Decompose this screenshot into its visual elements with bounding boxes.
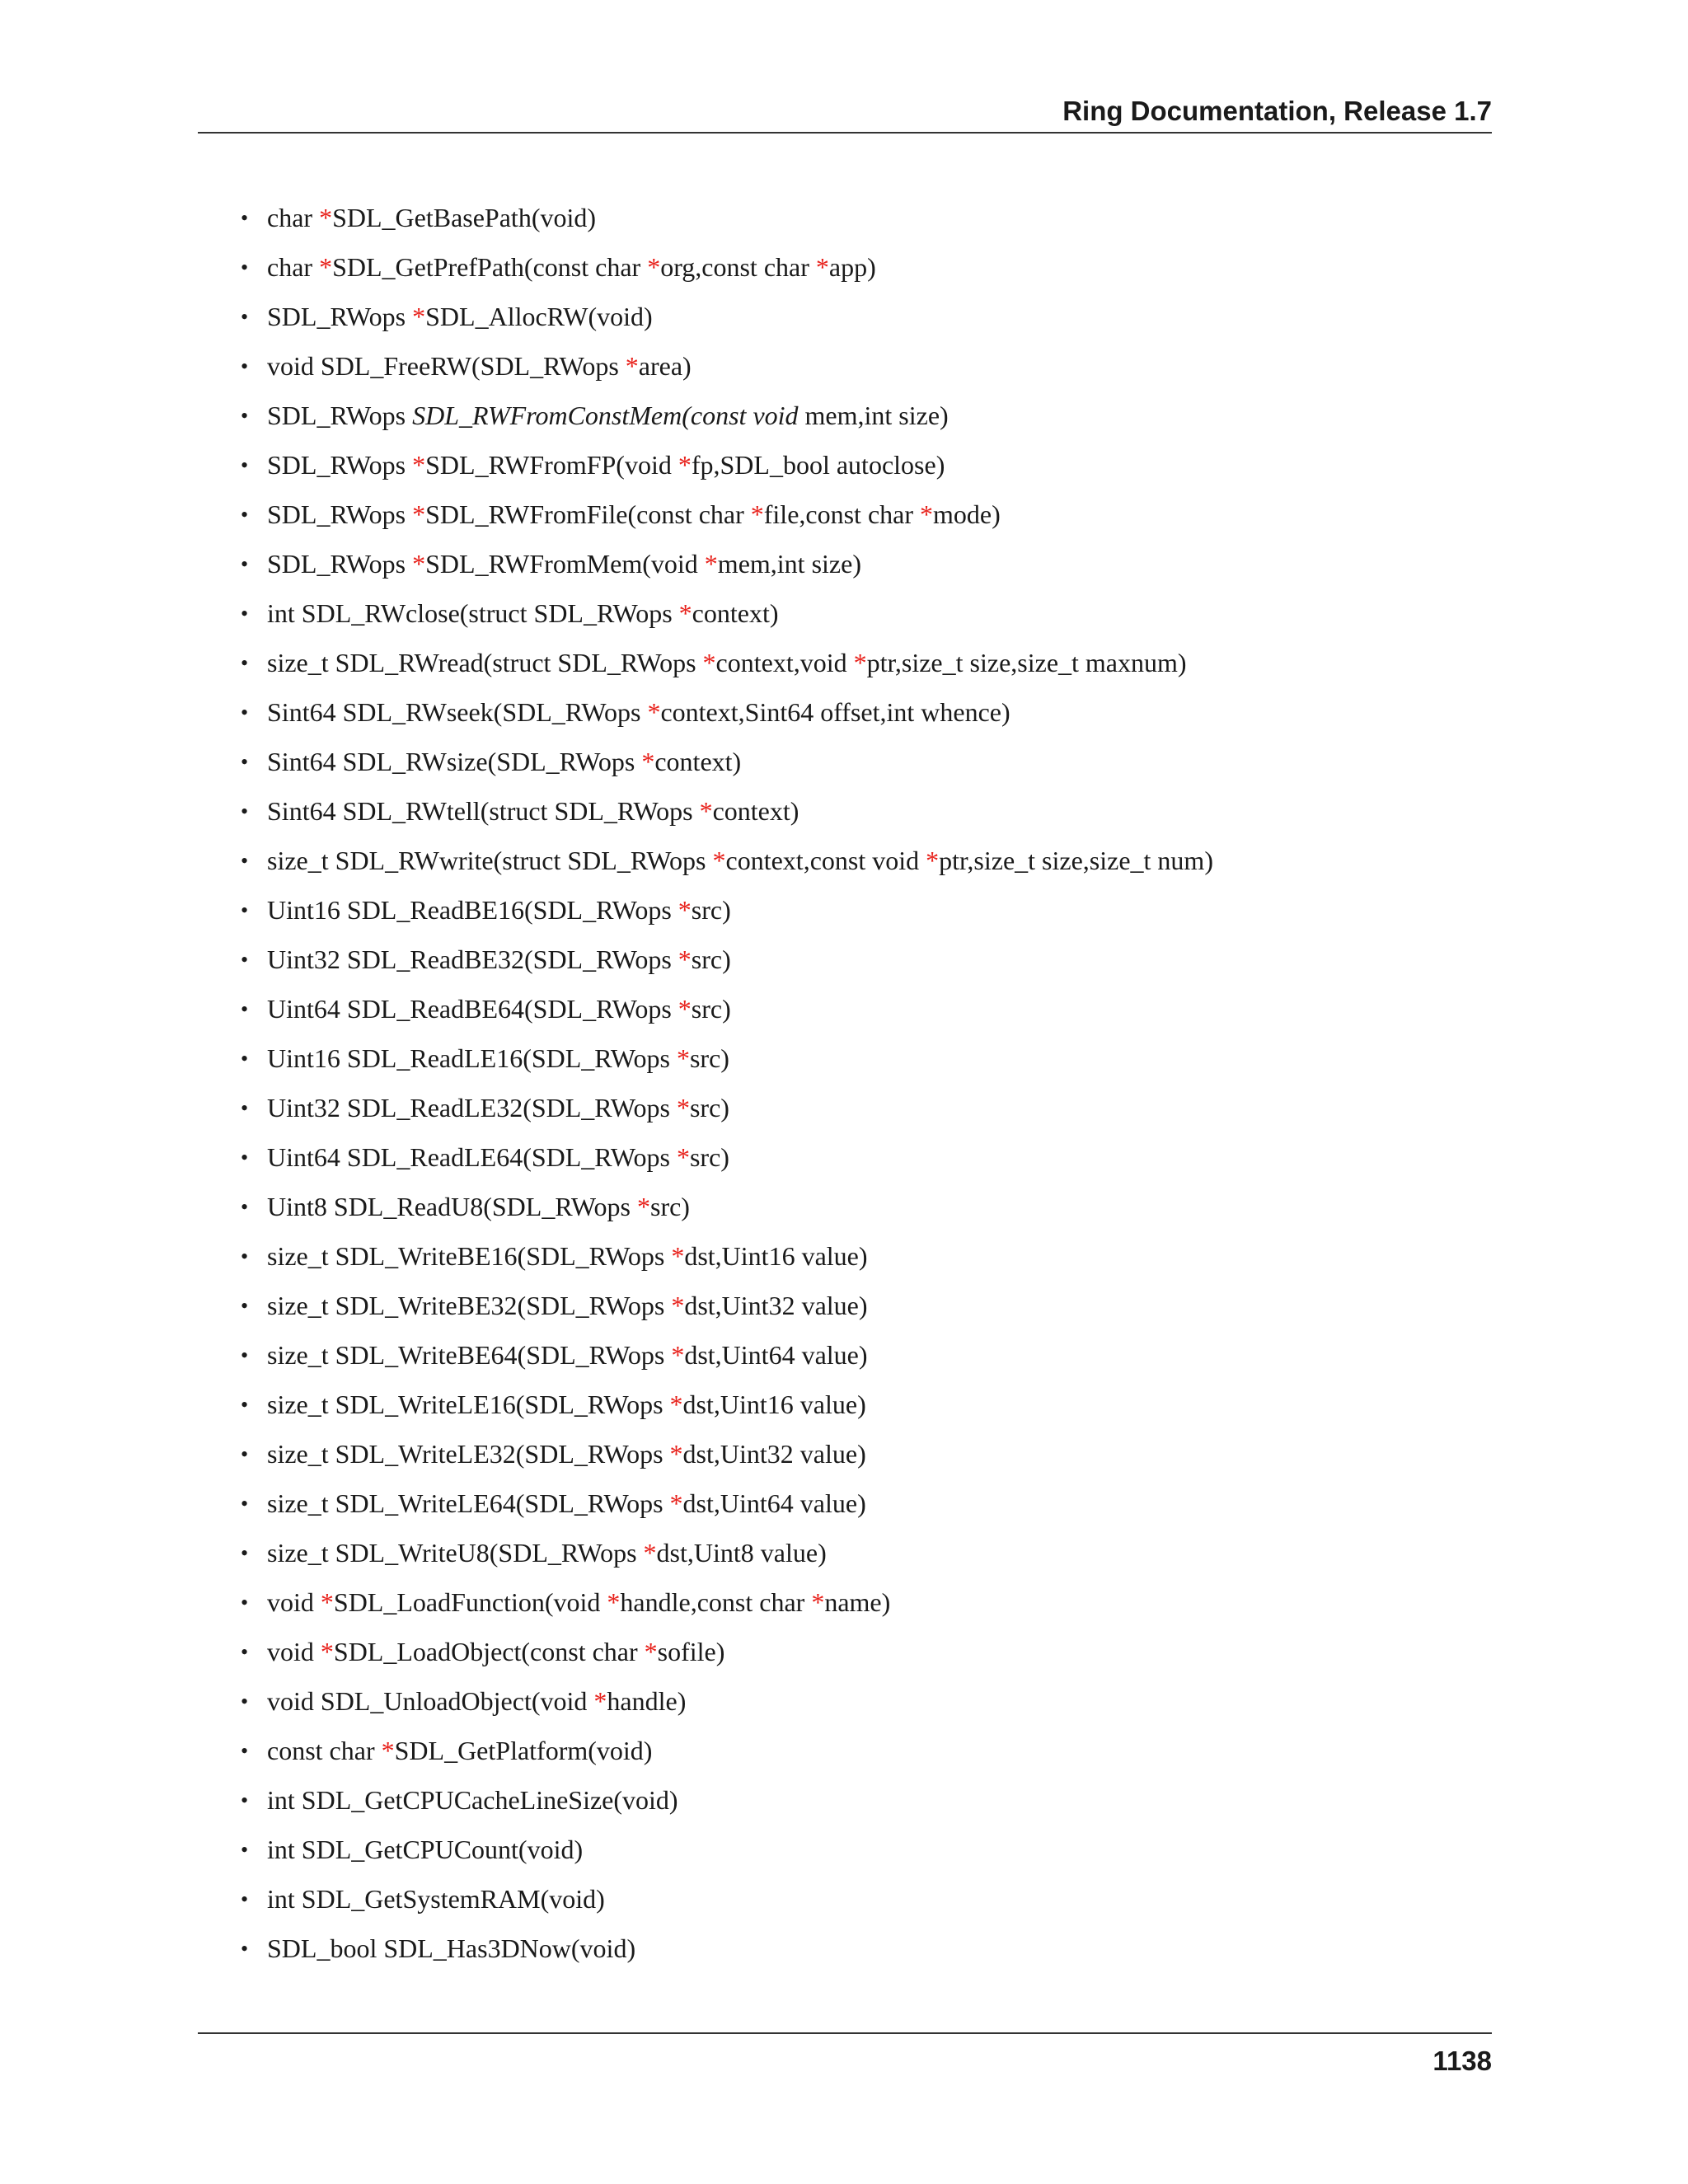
- function-list-item: [239, 1135, 1492, 1184]
- signature-text: int SDL_GetCPUCount(void): [267, 1835, 584, 1864]
- pointer-asterisk: *: [671, 1241, 685, 1271]
- signature-text: Sint64 SDL_RWseek(SDL_RWops: [267, 697, 648, 727]
- signature-text: SDL_RWops: [267, 450, 413, 480]
- signature-text: SDL_GetBasePath(void): [332, 203, 597, 232]
- bullet-icon: •: [241, 1591, 249, 1615]
- pointer-asterisk: *: [920, 499, 933, 529]
- signature-text: size_t SDL_RWwrite(struct SDL_RWops: [267, 846, 713, 875]
- function-list-item: [239, 443, 1492, 492]
- pointer-asterisk: *: [644, 1637, 658, 1666]
- signature-text: SDL_GetPrefPath(const char: [332, 252, 648, 282]
- signature-text: Uint32 SDL_ReadBE32(SDL_RWops: [267, 944, 678, 974]
- pointer-asterisk: *: [926, 846, 940, 875]
- pointer-asterisk: *: [381, 1736, 395, 1765]
- pointer-asterisk: *: [593, 1686, 607, 1716]
- signature-text: context,const void: [725, 846, 926, 875]
- signature-text: SDL_LoadObject(const char: [333, 1637, 645, 1666]
- function-list-item: [239, 1432, 1492, 1481]
- pointer-asterisk: *: [412, 302, 426, 331]
- bullet-icon: •: [241, 1690, 249, 1713]
- signature-text: src): [689, 1093, 729, 1122]
- function-list: [239, 195, 1492, 1975]
- signature-text: SDL_bool SDL_Has3DNow(void): [267, 1933, 636, 1963]
- signature-text: ptr,size_t size,size_t num): [939, 846, 1213, 875]
- page-number: 1138: [1432, 2046, 1492, 2076]
- signature-text: name): [824, 1587, 891, 1617]
- pointer-asterisk: *: [319, 203, 333, 232]
- function-list-item: [239, 1036, 1492, 1085]
- signature-text: void SDL_UnloadObject(void: [267, 1686, 594, 1716]
- signature-text: dst,Uint64 value): [682, 1488, 866, 1518]
- signature-text: SDL_LoadFunction(void: [333, 1587, 607, 1617]
- pointer-asterisk: *: [647, 252, 661, 282]
- pointer-asterisk: *: [643, 1538, 657, 1568]
- pointer-asterisk: *: [669, 1488, 683, 1518]
- function-list-item: [239, 1481, 1492, 1530]
- italic-signature-text: SDL_RWFromConstMem(const void: [412, 401, 799, 430]
- function-list-item: [239, 937, 1492, 987]
- signature-text: dst,Uint8 value): [656, 1538, 827, 1568]
- signature-text: mem,int size): [798, 401, 949, 430]
- signature-text: size_t SDL_RWread(struct SDL_RWops: [267, 648, 703, 677]
- signature-text: org,const char: [660, 252, 816, 282]
- signature-text: handle): [607, 1686, 687, 1716]
- function-list-item: [239, 838, 1492, 888]
- function-list-item: [239, 1827, 1492, 1877]
- function-list-item: [239, 294, 1492, 344]
- bullet-icon: •: [241, 799, 249, 823]
- bullet-icon: •: [241, 206, 249, 230]
- pointer-asterisk: *: [320, 1587, 334, 1617]
- signature-text: Uint16 SDL_ReadBE16(SDL_RWops: [267, 895, 678, 925]
- signature-text: handle,const char: [620, 1587, 812, 1617]
- pointer-asterisk: *: [412, 450, 426, 480]
- function-list-item: [239, 1877, 1492, 1926]
- pointer-asterisk: *: [811, 1587, 825, 1617]
- bullet-icon: •: [241, 305, 249, 329]
- signature-text: context): [654, 747, 742, 776]
- signature-text: src): [689, 1043, 729, 1073]
- function-list-item: [239, 1382, 1492, 1432]
- pointer-asterisk: *: [750, 499, 764, 529]
- pointer-asterisk: *: [625, 351, 639, 381]
- function-list-item: [239, 195, 1492, 245]
- signature-text: ptr,size_t size,size_t maxnum): [866, 648, 1187, 677]
- pointer-asterisk: *: [712, 846, 726, 875]
- function-list-item: [239, 1234, 1492, 1283]
- signature-text: Sint64 SDL_RWsize(SDL_RWops: [267, 747, 642, 776]
- bullet-icon: •: [241, 602, 249, 626]
- function-list-item: [239, 591, 1492, 640]
- bullet-icon: •: [241, 651, 249, 675]
- signature-text: const char: [267, 1736, 382, 1765]
- bullet-icon: •: [241, 453, 249, 477]
- bullet-icon: •: [241, 1640, 249, 1664]
- bullet-icon: •: [241, 503, 249, 527]
- bullet-icon: •: [241, 1937, 249, 1961]
- pointer-asterisk: *: [647, 697, 661, 727]
- signature-text: area): [638, 351, 692, 381]
- signature-text: src): [691, 895, 731, 925]
- pointer-asterisk: *: [412, 499, 426, 529]
- function-list-item: [239, 1184, 1492, 1234]
- function-list-item: [239, 344, 1492, 393]
- pointer-asterisk: *: [676, 1142, 690, 1172]
- function-list-item: [239, 492, 1492, 541]
- signature-text: dst,Uint32 value): [684, 1291, 868, 1320]
- function-list-item: [239, 541, 1492, 591]
- pointer-asterisk: *: [702, 648, 716, 677]
- function-list-item: [239, 1926, 1492, 1975]
- bullet-icon: •: [241, 1393, 249, 1417]
- bullet-icon: •: [241, 404, 249, 428]
- pointer-asterisk: *: [319, 252, 333, 282]
- function-list-item: [239, 1679, 1492, 1728]
- signature-text: size_t SDL_WriteBE64(SDL_RWops: [267, 1340, 672, 1370]
- function-list-item: [239, 1530, 1492, 1580]
- page-header: [198, 92, 1492, 134]
- bullet-icon: •: [241, 1047, 249, 1071]
- bullet-icon: •: [241, 1541, 249, 1565]
- bullet-icon: •: [241, 552, 249, 576]
- function-list-item: [239, 1629, 1492, 1679]
- pointer-asterisk: *: [815, 252, 829, 282]
- signature-text: fp,SDL_bool autoclose): [691, 450, 945, 480]
- signature-text: mode): [933, 499, 1001, 529]
- signature-text: dst,Uint64 value): [684, 1340, 868, 1370]
- bullet-icon: •: [241, 1838, 249, 1862]
- bullet-icon: •: [241, 701, 249, 724]
- signature-text: SDL_RWops: [267, 549, 413, 579]
- signature-text: int SDL_RWclose(struct SDL_RWops: [267, 598, 679, 628]
- signature-text: SDL_RWops: [267, 401, 413, 430]
- signature-text: size_t SDL_WriteBE16(SDL_RWops: [267, 1241, 672, 1271]
- pointer-asterisk: *: [320, 1637, 334, 1666]
- signature-text: SDL_RWFromMem(void: [425, 549, 705, 579]
- bullet-icon: •: [241, 1343, 249, 1367]
- pointer-asterisk: *: [669, 1439, 683, 1469]
- signature-text: src): [689, 1142, 729, 1172]
- function-list-item: [239, 640, 1492, 690]
- signature-text: size_t SDL_WriteLE16(SDL_RWops: [267, 1390, 670, 1419]
- bullet-icon: •: [241, 1146, 249, 1169]
- pointer-asterisk: *: [699, 796, 713, 826]
- bullet-icon: •: [241, 898, 249, 922]
- signature-text: SDL_AllocRW(void): [425, 302, 653, 331]
- pointer-asterisk: *: [678, 895, 692, 925]
- bullet-icon: •: [241, 997, 249, 1021]
- header-title: Ring Documentation, Release 1.7: [1062, 96, 1492, 126]
- pointer-asterisk: *: [671, 1340, 685, 1370]
- function-list-item: [239, 1728, 1492, 1778]
- signature-text: Sint64 SDL_RWtell(struct SDL_RWops: [267, 796, 700, 826]
- bullet-icon: •: [241, 750, 249, 774]
- signature-text: file,const char: [763, 499, 920, 529]
- function-list-item: [239, 1085, 1492, 1135]
- signature-text: Uint64 SDL_ReadLE64(SDL_RWops: [267, 1142, 677, 1172]
- bullet-icon: •: [241, 948, 249, 972]
- signature-text: SDL_RWFromFile(const char: [425, 499, 751, 529]
- signature-text: context,void: [715, 648, 854, 677]
- signature-text: int SDL_GetSystemRAM(void): [267, 1884, 605, 1914]
- function-list-item: [239, 888, 1492, 937]
- signature-text: size_t SDL_WriteBE32(SDL_RWops: [267, 1291, 672, 1320]
- signature-text: dst,Uint16 value): [682, 1390, 866, 1419]
- function-list-item: [239, 1580, 1492, 1629]
- function-list-item: [239, 1778, 1492, 1827]
- pointer-asterisk: *: [678, 598, 692, 628]
- pointer-asterisk: *: [641, 747, 655, 776]
- function-list-item: [239, 739, 1492, 789]
- signature-text: context): [712, 796, 799, 826]
- pointer-asterisk: *: [607, 1587, 621, 1617]
- bullet-icon: •: [241, 1739, 249, 1763]
- pointer-asterisk: *: [853, 648, 867, 677]
- signature-text: Uint8 SDL_ReadU8(SDL_RWops: [267, 1192, 637, 1221]
- pointer-asterisk: *: [412, 549, 426, 579]
- function-list-item: [239, 1283, 1492, 1333]
- bullet-icon: •: [241, 1244, 249, 1268]
- signature-text: void SDL_FreeRW(SDL_RWops: [267, 351, 626, 381]
- signature-text: void: [267, 1637, 321, 1666]
- signature-text: Uint64 SDL_ReadBE64(SDL_RWops: [267, 994, 678, 1024]
- signature-text: Uint16 SDL_ReadLE16(SDL_RWops: [267, 1043, 677, 1073]
- signature-text: app): [828, 252, 876, 282]
- function-list-item: [239, 1333, 1492, 1382]
- pointer-asterisk: *: [671, 1291, 685, 1320]
- signature-text: context): [692, 598, 779, 628]
- function-list-item: [239, 987, 1492, 1036]
- signature-text: dst,Uint32 value): [682, 1439, 866, 1469]
- signature-text: dst,Uint16 value): [684, 1241, 868, 1271]
- function-list-item: [239, 245, 1492, 294]
- signature-text: void: [267, 1587, 321, 1617]
- page-footer: [198, 2032, 1492, 2076]
- signature-text: src): [691, 994, 731, 1024]
- signature-text: src): [691, 944, 731, 974]
- pointer-asterisk: *: [678, 450, 692, 480]
- bullet-icon: •: [241, 1096, 249, 1120]
- signature-text: size_t SDL_WriteLE64(SDL_RWops: [267, 1488, 670, 1518]
- bullet-icon: •: [241, 1887, 249, 1911]
- bullet-icon: •: [241, 1788, 249, 1812]
- signature-text: mem,int size): [717, 549, 861, 579]
- bullet-icon: •: [241, 1294, 249, 1318]
- signature-text: SDL_RWops: [267, 499, 413, 529]
- signature-text: SDL_RWFromFP(void: [425, 450, 678, 480]
- signature-text: size_t SDL_WriteU8(SDL_RWops: [267, 1538, 644, 1568]
- function-list-item: [239, 690, 1492, 739]
- pointer-asterisk: *: [636, 1192, 650, 1221]
- function-list-item: [239, 393, 1492, 443]
- pointer-asterisk: *: [704, 549, 718, 579]
- signature-text: src): [649, 1192, 690, 1221]
- bullet-icon: •: [241, 1195, 249, 1219]
- signature-text: sofile): [657, 1637, 725, 1666]
- signature-text: int SDL_GetCPUCacheLineSize(void): [267, 1785, 678, 1815]
- bullet-icon: •: [241, 849, 249, 873]
- pointer-asterisk: *: [678, 944, 692, 974]
- signature-text: SDL_RWops: [267, 302, 413, 331]
- bullet-icon: •: [241, 255, 249, 279]
- pointer-asterisk: *: [669, 1390, 683, 1419]
- signature-text: char: [267, 203, 320, 232]
- signature-text: SDL_GetPlatform(void): [394, 1736, 653, 1765]
- signature-text: size_t SDL_WriteLE32(SDL_RWops: [267, 1439, 670, 1469]
- pointer-asterisk: *: [678, 994, 692, 1024]
- signature-text: char: [267, 252, 320, 282]
- pointer-asterisk: *: [676, 1043, 690, 1073]
- signature-text: Uint32 SDL_ReadLE32(SDL_RWops: [267, 1093, 677, 1122]
- bullet-icon: •: [241, 354, 249, 378]
- pointer-asterisk: *: [676, 1093, 690, 1122]
- function-list-item: [239, 789, 1492, 838]
- bullet-icon: •: [241, 1492, 249, 1516]
- bullet-icon: •: [241, 1442, 249, 1466]
- signature-text: context,Sint64 offset,int whence): [660, 697, 1010, 727]
